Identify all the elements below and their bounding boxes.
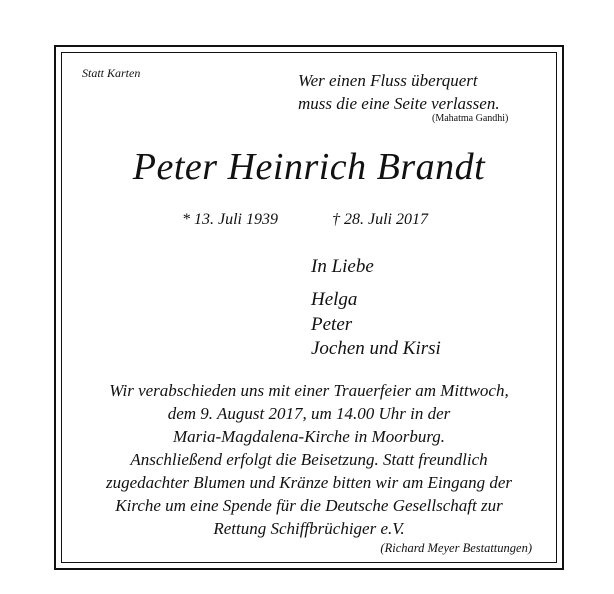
mourners-intro: In Liebe [311,256,374,277]
epigraph-quote [298,69,500,115]
mourner-name: Peter [311,313,353,335]
mourner-name: Jochen und Kirsi [311,338,441,359]
mourners-list [311,288,441,362]
announcement-line: dem 9. August 2017, um 14.00 Uhr in der [167,404,451,423]
funeral-announcement [72,379,546,540]
quote-line-1: Wer einen Fluss überquert [298,71,478,90]
announcement-line: zugedachter Blumen und Kränze bitten wir am Eingang der [105,473,513,492]
announcement-line: Rettung Schiffbrüchiger e.V. [213,519,405,538]
statt-karten-label: Statt Karten [82,66,141,80]
mourner-name: Helga [311,289,358,310]
quote-line-2: muss die eine Seite verlassen. [298,94,500,113]
announcement-line: Kirche um eine Spende für die Deutsche Gesellschaft zur [115,496,503,515]
notice-outer-border [54,45,564,570]
death-date: † 28. Juli 2017 [332,211,428,228]
notice-inner-border [61,52,557,563]
announcement-line: Maria-Magdalena-Kirche in Moorburg. [172,427,446,446]
undertaker-credit: (Richard Meyer Bestattungen) [380,541,532,555]
announcement-line: Anschließend erfolgt die Beisetzung. Statt freundlich [130,450,488,469]
announcement-line: Wir verabschieden uns mit einer Trauerfeier am Mittwoch, [109,381,509,400]
quote-author: (Mahatma Gandhi) [432,113,509,124]
deceased-name: Peter Heinrich Brandt [132,146,486,188]
birth-date: * 13. Juli 1939 [182,211,278,228]
